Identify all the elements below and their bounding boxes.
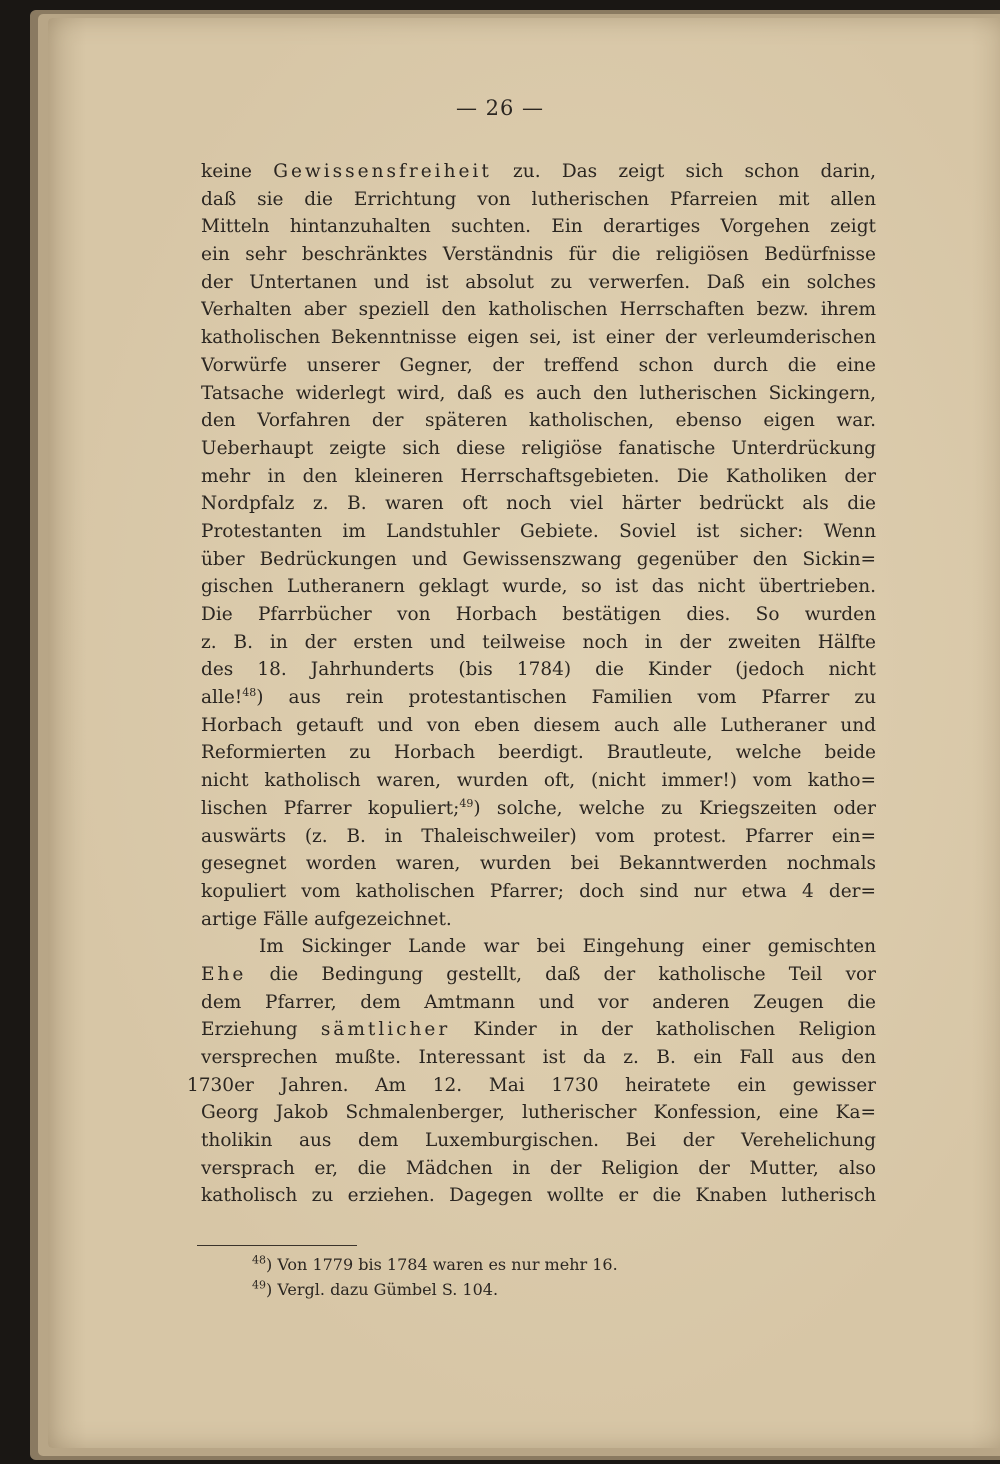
text-line: Mitteln hintanzuhalten suchten. Ein derartiges Vorgehen zeigt <box>201 216 876 238</box>
text-line: dem Pfarrer, dem Amtmann und vor anderen Zeugen die <box>201 991 876 1013</box>
text-line: Die Pfarrbücher von Horbach bestätigen dies. So wurden <box>201 604 876 625</box>
footnote <box>252 1277 618 1302</box>
text-line: daß sie die Errichtung von lutherischen Pfarreien mit allen <box>201 188 876 210</box>
text-line: lischen Pfarrer kopuliert;$^{49}$) solche, welche zu Kriegszeiten oder <box>201 796 876 819</box>
text-line: Reformierten zu Horbach beerdigt. Brautleute, welche beide <box>201 742 876 764</box>
text-line: katholisch zu erziehen. Dagegen wollte er die Knaben lutherisch <box>201 1185 876 1207</box>
text-line: Vorwürfe unserer Gegner, der treffend schon durch die eine <box>201 354 876 376</box>
text-line: Erziehung sämtlicher Kinder in der katholischen Religion <box>201 1019 876 1041</box>
text-line: über Bedrückungen und Gewissenszwang gegenüber den Sickin= <box>201 548 876 570</box>
text-line: der Untertanen und ist absolut zu verwerfen. Daß ein solches <box>201 271 876 293</box>
text-line: ein sehr beschränktes Verständnis für die religiösen Bedürfnisse <box>201 244 876 266</box>
footnote-mark: 49 <box>252 1278 266 1292</box>
footnote-text: ) Von 1779 bis 1784 waren es nur mehr 16. <box>266 1255 618 1274</box>
text-line: versprechen mußte. Interessant ist da z. B. ein Fall aus den <box>201 1047 876 1068</box>
text-line: alle!$^{48}$) aus rein protestantischen Familien vom Pfarrer zu <box>201 685 876 709</box>
text-line: z. B. in der ersten und teilweise noch in der zweiten Hälfte <box>201 631 876 653</box>
emphasized-word: sämtlicher <box>320 1019 451 1041</box>
text-line: nicht katholisch waren, wurden oft, (nicht immer!) vom katho= <box>201 770 876 792</box>
footnote-reference: 48 <box>242 685 257 699</box>
footnote-mark: 48 <box>252 1253 266 1267</box>
text-line: Protestanten im Landstuhler Gebiete. Soviel ist sicher: Wenn <box>201 520 876 542</box>
footnote-divider <box>197 1245 357 1246</box>
text-line: Tatsache widerlegt wird, daß es auch den lutherischen Sickingern, <box>201 382 876 404</box>
footnotes <box>252 1252 618 1302</box>
text-line: Ueberhaupt zeigte sich diese religiöse fanatische Unterdrückung <box>201 437 876 459</box>
text-line: gesegnet worden waren, wurden bei Bekanntwerden nochmals <box>201 853 876 875</box>
text-line: Georg Jakob Schmalenberger, lutherischer Konfession, eine Ka= <box>201 1102 876 1124</box>
footnote <box>252 1252 618 1277</box>
text-line: versprach er, die Mädchen in der Religion der Mutter, also <box>201 1157 876 1179</box>
text-line: Verhalten aber speziell den katholischen Herrschaften bezw. ihrem <box>201 299 876 321</box>
text-line: 1730er Jahren. Am 12. Mai 1730 heiratete ein gewisser <box>187 1074 876 1096</box>
text-line: Nordpfalz z. B. waren oft noch viel härter bedrückt als die <box>201 493 876 515</box>
emphasized-word: Ehe <box>201 963 247 985</box>
text-line: mehr in den kleineren Herrschaftsgebieten. Die Katholiken der <box>201 465 876 487</box>
page-number: — 26 — <box>455 96 545 120</box>
text-line: katholischen Bekenntnisse eigen sei, ist einer der verleumderischen <box>201 327 876 349</box>
emphasized-word: Gewissensfreiheit <box>273 161 492 182</box>
text-line: artige Fälle aufgezeichnet. <box>201 908 452 930</box>
text-line: gischen Lutheranern geklagt wurde, so ist das nicht übertrieben. <box>201 576 876 598</box>
footnote-reference: 49 <box>459 796 474 810</box>
text-line: den Vorfahren der späteren katholischen, ebenso eigen war. <box>201 410 876 432</box>
text-line: des 18. Jahrhunderts (bis 1784) die Kinder (jedoch nicht <box>201 659 876 681</box>
footnote-text: ) Vergl. dazu Gümbel S. 104. <box>266 1280 499 1299</box>
text-line: tholikin aus dem Luxemburgischen. Bei der Verehelichung <box>201 1130 876 1152</box>
text-line: Horbach getauft und von eben diesem auch alle Lutheraner und <box>201 714 876 736</box>
text-line: Ehe die Bedingung gestellt, daß der katholische Teil vor <box>201 963 876 985</box>
text-line: kopuliert vom katholischen Pfarrer; doch sind nur etwa 4 der= <box>201 880 876 902</box>
text-line: Im Sickinger Lande war bei Eingehung einer gemischten <box>259 936 876 958</box>
text-line: auswärts (z. B. in Thaleischweiler) vom protest. Pfarrer ein= <box>201 825 876 847</box>
body-text <box>187 158 876 1210</box>
text-line: keine Gewissensfreiheit zu. Das zeigt sich schon darin, <box>201 161 876 182</box>
